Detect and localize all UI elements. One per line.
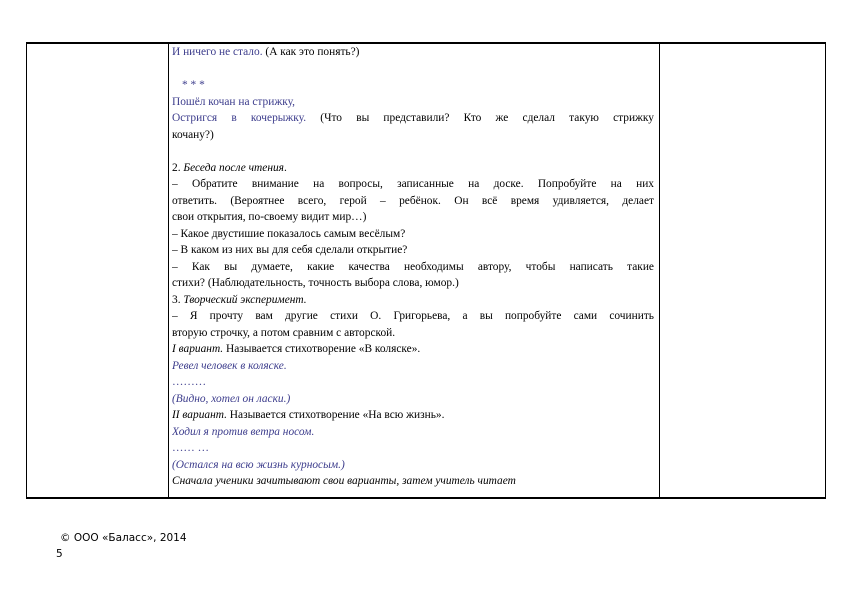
blank-line <box>172 61 654 78</box>
column-divider-1 <box>168 42 169 499</box>
column-divider-left <box>26 42 27 499</box>
text-line: ответить. (Вероятнее всего, герой – ребёнок. Он всё время удивляется, делает <box>172 194 654 207</box>
copyright-footer: © ООО «Баласс», 2014 <box>60 532 187 544</box>
section-heading: 3. Творческий эксперимент. <box>172 293 307 306</box>
poem-ellipsis: …… … <box>172 442 210 454</box>
text-line: стихи? (Наблюдательность, точность выбора слова, юмор.) <box>172 277 459 289</box>
section-heading: 2. Беседа после чтения. <box>172 161 287 174</box>
page-number: 5 <box>56 548 63 560</box>
text-line: кочану?) <box>172 128 214 141</box>
column-divider-2 <box>659 42 660 499</box>
poem-line: Ходил я против ветра носом. <box>172 425 315 438</box>
variant-line: I вариант. Называется стихотворение «В коляске». <box>172 343 421 355</box>
poem-ellipsis: ……… <box>172 376 207 388</box>
table-bottom-border <box>26 497 826 499</box>
text-line: свои открытия, по-своему видит мир…) <box>172 211 367 223</box>
poem-line: Пошёл кочан на стрижку, <box>172 95 295 108</box>
stanza-separator: * * * <box>182 79 205 91</box>
lesson-content-cell <box>172 44 654 496</box>
variant-line: II вариант. Называется стихотворение «На всю жизнь». <box>172 409 445 421</box>
text-line: – Я прочту вам другие стихи О. Григорьева, а вы попробуйте сами сочинить <box>172 310 654 322</box>
lesson-table <box>26 42 826 499</box>
text-line: Сначала ученики зачитывают свои варианты, затем учитель читает <box>172 475 516 487</box>
poem-line: Ревел человек в коляске. <box>172 359 287 372</box>
poem-line: (Видно, хотел он ласки.) <box>172 392 291 405</box>
poem-line-with-question: Остригся в кочерыжку. (Что вы представили? Кто же сделал такую стрижку <box>172 112 654 124</box>
blank-line <box>172 143 654 160</box>
column-divider-right <box>825 42 826 499</box>
poem-line: (Остался на всю жизнь курносым.) <box>172 458 345 471</box>
line-1: И ничего не стало. (А как это понять?) <box>172 46 360 58</box>
text-line: – Обратите внимание на вопросы, записанные на доске. Попробуйте на них <box>172 178 654 190</box>
text-line: вторую строчку, а потом сравним с авторской. <box>172 326 396 339</box>
question-line: – Как вы думаете, какие качества необходимы автору, чтобы написать такие <box>172 260 654 273</box>
question-line: – Какое двустишие показалось самым весёлым? <box>172 227 406 240</box>
question-line: – В каком из них вы для себя сделали открытие? <box>172 244 408 256</box>
